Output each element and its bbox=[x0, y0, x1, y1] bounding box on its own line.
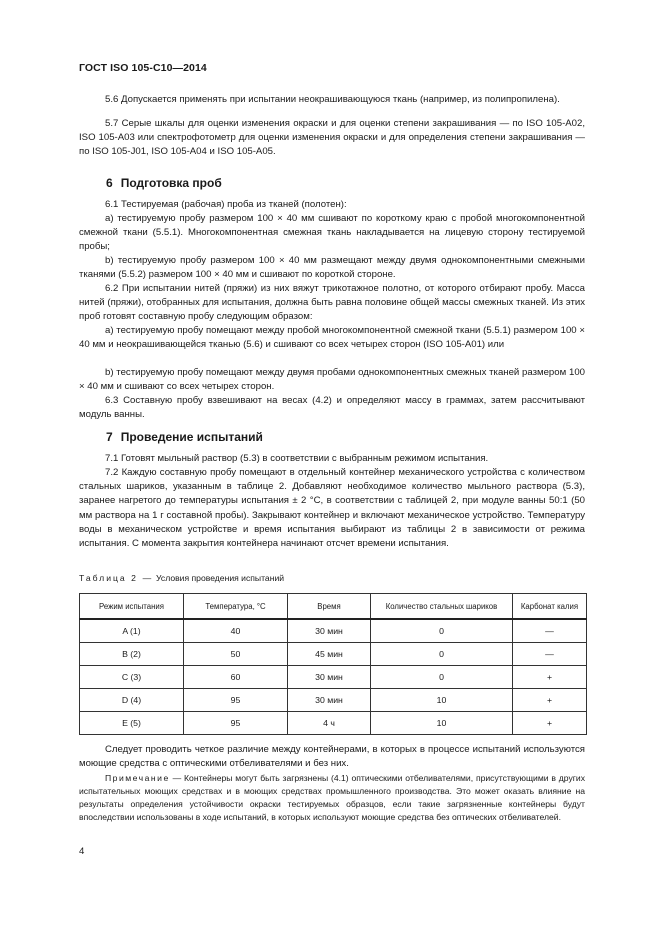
cell-time: 30 мин bbox=[288, 666, 371, 689]
column-header-temperature: Температура, °С bbox=[184, 594, 288, 620]
table-row bbox=[80, 666, 587, 689]
table-row bbox=[80, 643, 587, 666]
column-header-potassium-carbonate: Карбонат калия bbox=[513, 594, 587, 620]
cell-mode: E (5) bbox=[80, 712, 184, 735]
paragraph-6-1: 6.1 Тестируемая (рабочая) проба из тканей (полотен): bbox=[105, 199, 347, 210]
cell-steel-balls: 0 bbox=[371, 619, 513, 643]
cell-steel-balls: 10 bbox=[371, 689, 513, 712]
cell-steel-balls: 0 bbox=[371, 643, 513, 666]
note-text: Контейнеры могут быть загрязнены (4.1) оптическими отбеливателями, присутствующими в других испытательных моющих средствах и в моющих средствах промышленного производства. Это может оказать влияние на результаты определения устойчивости окраски тестируемых образцов, если такие загрязненные контейнеры будут впоследствии использованы в ходе испытаний, в которых используют моющие средства без оптических отбеливателей. bbox=[79, 773, 586, 822]
note-dash: — bbox=[172, 773, 182, 783]
cell-time: 4 ч bbox=[288, 712, 371, 735]
section-6-title: Подготовка проб bbox=[120, 176, 222, 190]
cell-temperature: 95 bbox=[184, 689, 288, 712]
cell-time: 30 мин bbox=[288, 689, 371, 712]
paragraph-container-distinction: Следует проводить четкое различие между контейнерами, в которых в процессе испытаний используются моющие средства с оптическими отбеливателями и без них. bbox=[79, 744, 585, 770]
table-2-caption bbox=[79, 573, 284, 583]
paragraph-6-1-b: b) тестируемую пробу размером 100 × 40 мм размещают между двумя однокомпонентными смежными тканями (5.5.2) размером 100 × 40 мм и сшивают по короткой стороне. bbox=[79, 255, 585, 281]
cell-potassium-carbonate: + bbox=[513, 666, 587, 689]
paragraph-6-2-a: a) тестируемую пробу помещают между пробой многокомпонентной смежной ткани (5.5.1) размером 100 × 40 мм и неокрашивающейся тканью (5.6) и сшивают со всех четырех сторон (ISO 105-A01) или bbox=[79, 325, 585, 351]
column-header-mode: Режим испытания bbox=[80, 594, 184, 620]
cell-mode: A (1) bbox=[80, 619, 184, 643]
cell-steel-balls: 0 bbox=[371, 666, 513, 689]
paragraph-5-6: 5.6 Допускается применять при испытании неокрашивающуюся ткань (например, из полипропилена). bbox=[105, 94, 560, 105]
standard-code-header: ГОСТ ISO 105-C10—2014 bbox=[79, 62, 207, 74]
table-row bbox=[80, 619, 587, 643]
cell-temperature: 40 bbox=[184, 619, 288, 643]
paragraph-6-3: 6.3 Составную пробу взвешивают на весах (4.2) и определяют массу в граммах, затем рассчитывают модуль ванны. bbox=[79, 395, 585, 421]
cell-mode: B (2) bbox=[80, 643, 184, 666]
section-6-number: 6 bbox=[106, 176, 113, 190]
cell-potassium-carbonate: + bbox=[513, 689, 587, 712]
cell-potassium-carbonate: — bbox=[513, 619, 587, 643]
paragraph-7-1: 7.1 Готовят мыльный раствор (5.3) в соответствии с выбранным режимом испытания. bbox=[105, 453, 489, 464]
cell-potassium-carbonate: — bbox=[513, 643, 587, 666]
page-number: 4 bbox=[79, 846, 85, 857]
section-6-heading bbox=[106, 176, 222, 190]
table-caption-dash: — bbox=[142, 573, 152, 583]
cell-time: 30 мин bbox=[288, 619, 371, 643]
cell-mode: D (4) bbox=[80, 689, 184, 712]
section-7-title: Проведение испытаний bbox=[120, 430, 263, 444]
paragraph-6-1-a: a) тестируемую пробу размером 100 × 40 мм сшивают по короткому краю с пробой многокомпонентной смежной ткани (5.5.1). Многокомпонентная смежная ткань накладывается на лицевую сторону тестируемой пробы; bbox=[79, 213, 585, 253]
test-conditions-table bbox=[79, 593, 587, 735]
cell-potassium-carbonate: + bbox=[513, 712, 587, 735]
paragraph-7-2: 7.2 Каждую составную пробу помещают в отдельный контейнер механического устройства с количеством стальных шариков, указанным в таблице 2. Добавляют необходимое количество мыльного раствора (5.3), заранее нагретого до температуры испытания ± 2 °С, в соответствии с таблицей 2, при модуле ванны 50:1 (50 мм раствора на 1 г составной пробы). Закрывают контейнер и включают механическое устройство. Температуру воды в механическом устройстве и время испытания выбирают из таблицы 2 в зависимости от режима испытания. С момента закрытия контейнера начинают отсчет времени испытания. bbox=[79, 467, 585, 550]
table-row bbox=[80, 712, 587, 735]
paragraph-6-2: 6.2 При испытании нитей (пряжи) из них вяжут трикотажное полотно, от которого отбирают пробу. Масса нитей (пряжи), отобранных для испытания, должна быть равна половине общей массы смежных тканей. Из этих проб готовят составную пробу следующим образом: bbox=[79, 283, 585, 323]
table-row bbox=[80, 689, 587, 712]
paragraph-6-2-b: b) тестируемую пробу помещают между двумя пробами однокомпонентных смежных тканей размером 100 × 40 мм и сшивают со всех четырех сторон. bbox=[79, 367, 585, 393]
table-caption-label: Таблица 2 bbox=[79, 573, 138, 583]
note bbox=[79, 772, 585, 824]
cell-mode: C (3) bbox=[80, 666, 184, 689]
cell-time: 45 мин bbox=[288, 643, 371, 666]
note-label: Примечание bbox=[105, 773, 170, 783]
column-header-time: Время bbox=[288, 594, 371, 620]
section-7-heading bbox=[106, 430, 263, 444]
table-caption-text: Условия проведения испытаний bbox=[156, 573, 285, 583]
cell-steel-balls: 10 bbox=[371, 712, 513, 735]
cell-temperature: 50 bbox=[184, 643, 288, 666]
cell-temperature: 95 bbox=[184, 712, 288, 735]
paragraph-5-7: 5.7 Серые шкалы для оценки изменения окраски и для оценки степени закрашивания — по ISO 105-A02, ISO 105-A03 или спектрофотометр для оценки изменения окраски и для определения степени закрашивания — по ISO 105-J01, ISO 105-A04 и ISO 105-A05. bbox=[79, 118, 585, 158]
cell-temperature: 60 bbox=[184, 666, 288, 689]
table-header-row bbox=[80, 594, 587, 620]
column-header-steel-balls: Количество стальных шариков bbox=[371, 594, 513, 620]
section-7-number: 7 bbox=[106, 430, 113, 444]
